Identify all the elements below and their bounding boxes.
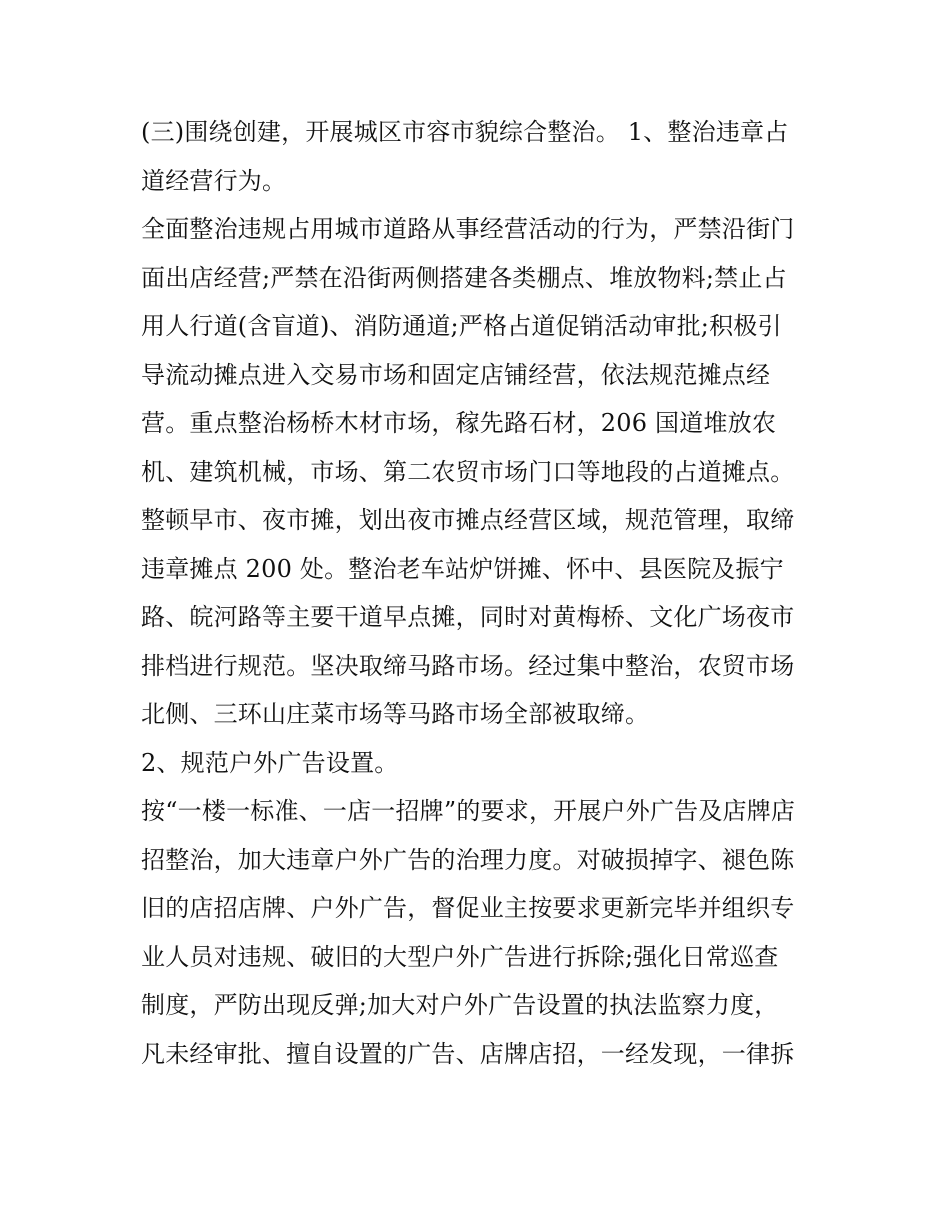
text-line: 机、建筑机械，市场、第二农贸市场门口等地段的占道摊点。 xyxy=(141,457,795,486)
text-line: 业人员对违规、破旧的大型户外广告进行拆除;强化日常巡查 xyxy=(141,942,779,971)
text-line: 制度，严防出现反弹;加大对户外广告设置的执法监察力度， xyxy=(141,991,779,1019)
text-line: 用人行道(含盲道)、消防通道;严格占道促销活动审批;积极引 xyxy=(141,312,782,340)
text-line: 路、皖河路等主要干道早点摊，同时对黄梅桥、文化广场夜市 xyxy=(141,603,795,631)
text-line: 违章摊点 200 处。整治老车站炉饼摊、怀中、县医院及振宁 xyxy=(141,554,784,583)
text-line: 全面整治违规占用城市道路从事经营活动的行为，严禁沿街门 xyxy=(141,215,795,243)
text-line: 整顿早市、夜市摊，划出夜市摊点经营区域，规范管理，取缔 xyxy=(141,506,795,534)
text-line: (三)围绕创建，开展城区市容市貌综合整治。 1、整治违章占 xyxy=(141,118,789,146)
text-line: 北侧、三环山庄菜市场等马路市场全部被取缔。 xyxy=(141,700,650,728)
text-line: 面出店经营;严禁在沿街两侧搭建各类棚点、堆放物料;禁止占 xyxy=(141,263,787,292)
text-line: 营。重点整治杨桥木材市场，稼先路石材，206 国道堆放农 xyxy=(141,409,777,437)
text-line: 凡未经审批、擅自设置的广告、店牌店招，一经发现，一律拆 xyxy=(141,1039,795,1068)
text-line: 旧的店招店牌、户外广告，督促业主按要求更新完毕并组织专 xyxy=(141,894,795,922)
text-line: 导流动摊点进入交易市场和固定店铺经营，依法规范摊点经 xyxy=(141,360,771,389)
text-line: 按“一楼一标准、一店一招牌”的要求，开展户外广告及店牌店 xyxy=(141,797,796,825)
document-body xyxy=(141,108,821,1078)
text-line: 2、规范户外广告设置。 xyxy=(141,748,399,777)
text-line: 排档进行规范。坚决取缔马路市场。经过集中整治，农贸市场 xyxy=(141,651,795,680)
text-line: 道经营行为。 xyxy=(141,166,287,195)
text-line: 招整治，加大违章户外广告的治理力度。对破损掉字、褪色陈 xyxy=(141,845,795,874)
